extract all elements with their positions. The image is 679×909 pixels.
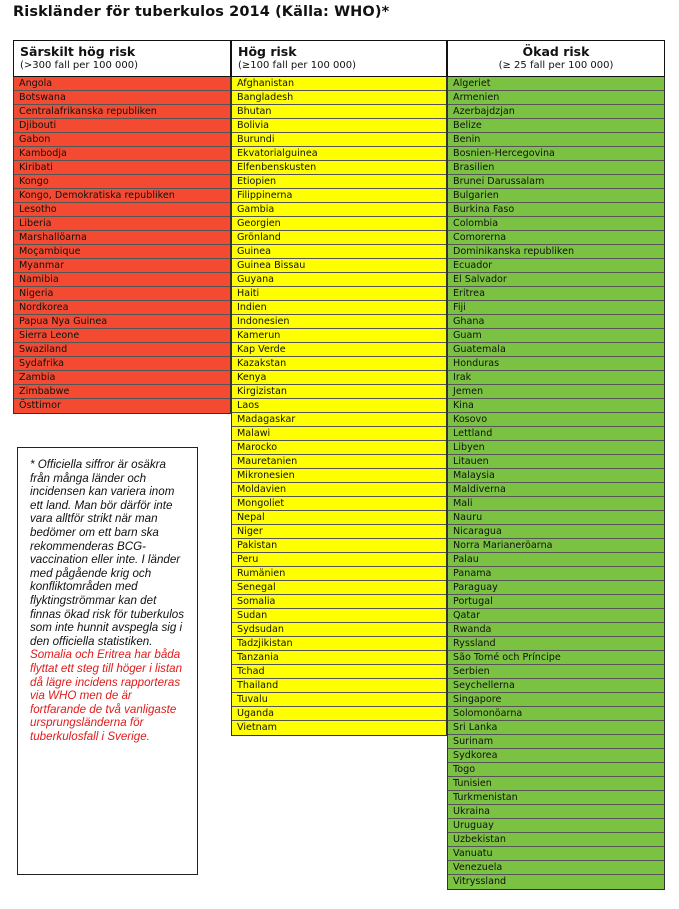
country-row: Litauen <box>448 455 664 469</box>
country-list <box>447 77 665 890</box>
country-row: Nauru <box>448 511 664 525</box>
country-row: São Tomé och Príncipe <box>448 651 664 665</box>
country-row: Mongoliet <box>232 497 446 511</box>
country-row: Ekvatorialguinea <box>232 147 446 161</box>
footnote-box <box>17 447 198 875</box>
country-row: Nicaragua <box>448 525 664 539</box>
country-row: Venezuela <box>448 861 664 875</box>
country-row: Botswana <box>14 91 230 105</box>
country-row: Paraguay <box>448 581 664 595</box>
country-row: Kazakstan <box>232 357 446 371</box>
country-row: Brunei Darussalam <box>448 175 664 189</box>
column-heading: Ökad risk <box>522 44 590 59</box>
country-row: Ghana <box>448 315 664 329</box>
country-row: Sydsudan <box>232 623 446 637</box>
country-row: Vitryssland <box>453 876 507 887</box>
column-heading: Särskilt hög risk <box>20 44 136 59</box>
country-row: Sri Lanka <box>448 721 664 735</box>
country-row: Djibouti <box>14 119 230 133</box>
country-row: Guatemala <box>448 343 664 357</box>
country-row: Kongo <box>14 175 230 189</box>
country-row: Maldiverna <box>448 483 664 497</box>
country-row: Burundi <box>232 133 446 147</box>
country-row: Ukraina <box>448 805 664 819</box>
country-row: Somalia <box>232 595 446 609</box>
country-row: Norra Marianeröarna <box>448 539 664 553</box>
country-row: Tadzjikistan <box>232 637 446 651</box>
column-heading: Hög risk <box>238 44 297 59</box>
country-row: Malawi <box>232 427 446 441</box>
country-row: Tuvalu <box>232 693 446 707</box>
country-row: Grönland <box>232 231 446 245</box>
country-row: Colombia <box>448 217 664 231</box>
country-row: Rwanda <box>448 623 664 637</box>
country-row: Ryssland <box>448 637 664 651</box>
country-row: Kirgizistan <box>232 385 446 399</box>
country-row: Guam <box>448 329 664 343</box>
country-list <box>231 77 447 736</box>
country-row: Gambia <box>232 203 446 217</box>
country-row: Guyana <box>232 273 446 287</box>
country-row: Panama <box>448 567 664 581</box>
column-particularly-high-risk <box>13 40 231 414</box>
country-row: Bulgarien <box>448 189 664 203</box>
country-row: Rumänien <box>232 567 446 581</box>
country-row: Georgien <box>232 217 446 231</box>
country-row: Comorerna <box>448 231 664 245</box>
country-row: Malaysia <box>448 469 664 483</box>
country-row: Bosnien-Hercegovina <box>448 147 664 161</box>
country-row: Surinam <box>448 735 664 749</box>
country-row: Angola <box>14 77 230 91</box>
column-subheading: (≥ 25 fall per 100 000) <box>498 60 614 71</box>
footnote-text: * Officiella siffror är osäkra från många länder och incidensen kan variera inom ett land. Man bör därför inte vara alltför strikt när man bedömer om ett barn ska rekommenderas BCG-vaccination eller inte. I länder med pågående krig och konfliktområden med flyktingströmmar kan det finnas ökad risk för tuberkulos som inte hunnit avspegla sig i den officiella statistiken. <box>30 458 185 648</box>
column-high-risk <box>231 40 447 736</box>
column-increased-risk <box>447 40 665 890</box>
country-row: Mali <box>448 497 664 511</box>
country-row: Tchad <box>232 665 446 679</box>
country-row: Mauretanien <box>232 455 446 469</box>
country-row: Nordkorea <box>14 301 230 315</box>
footnote-highlight: Somalia och Eritrea har båda flyttat ett steg till höger i listan då lägre incidens rapporteras via WHO men de är fortfarande de två vanligaste ursprungsländerna för tuberkulosfall i Sverige. <box>30 648 183 743</box>
country-row: Dominikanska republiken <box>448 245 664 259</box>
country-row: Kongo, Demokratiska republiken <box>14 189 230 203</box>
country-row: Palau <box>448 553 664 567</box>
country-row: Kambodja <box>14 147 230 161</box>
country-row: Marshallöarna <box>14 231 230 245</box>
country-row: Indonesien <box>232 315 446 329</box>
country-row: Belize <box>448 119 664 133</box>
country-row: Marocko <box>232 441 446 455</box>
column-header <box>447 40 665 77</box>
country-row: Brasilien <box>448 161 664 175</box>
country-row: Elfenbenskusten <box>232 161 446 175</box>
country-row: Peru <box>232 553 446 567</box>
country-row: Vanuatu <box>448 847 664 861</box>
country-row: Gabon <box>14 133 230 147</box>
country-row: Mikronesien <box>232 469 446 483</box>
country-row: Namibia <box>14 273 230 287</box>
country-row: Algeriet <box>448 77 664 91</box>
country-row: Vietnam <box>237 722 277 733</box>
country-row: Zambia <box>14 371 230 385</box>
column-subheading: (>300 fall per 100 000) <box>20 60 138 71</box>
country-row: Liberia <box>14 217 230 231</box>
country-row: Lettland <box>448 427 664 441</box>
country-row: Bhutan <box>232 105 446 119</box>
country-list <box>13 77 231 414</box>
country-row: Laos <box>232 399 446 413</box>
country-row: Afghanistan <box>232 77 446 91</box>
country-row: Zimbabwe <box>14 385 230 399</box>
country-row: Togo <box>448 763 664 777</box>
country-row: Burkina Faso <box>448 203 664 217</box>
country-row: Solomonöarna <box>448 707 664 721</box>
country-row: Uganda <box>232 707 446 721</box>
country-row: Sydafrika <box>14 357 230 371</box>
country-row: Serbien <box>448 665 664 679</box>
country-row: Guinea Bissau <box>232 259 446 273</box>
country-row: Kamerun <box>232 329 446 343</box>
country-row: Madagaskar <box>232 413 446 427</box>
country-row: Benin <box>448 133 664 147</box>
country-row: Turkmenistan <box>448 791 664 805</box>
country-row: Niger <box>232 525 446 539</box>
country-row: Tanzania <box>232 651 446 665</box>
country-row: El Salvador <box>448 273 664 287</box>
country-row: Senegal <box>232 581 446 595</box>
country-row: Portugal <box>448 595 664 609</box>
country-row: Kosovo <box>448 413 664 427</box>
country-row: Qatar <box>448 609 664 623</box>
page-title: Riskländer för tuberkulos 2014 (Källa: WHO)* <box>13 4 390 20</box>
country-row: Kap Verde <box>232 343 446 357</box>
column-header <box>231 40 447 77</box>
country-row: Bolivia <box>232 119 446 133</box>
country-row: Kenya <box>232 371 446 385</box>
country-row: Armenien <box>448 91 664 105</box>
country-row: Seychellerna <box>448 679 664 693</box>
country-row: Indien <box>232 301 446 315</box>
country-row: Etiopien <box>232 175 446 189</box>
column-header <box>13 40 231 77</box>
column-subheading: (≥100 fall per 100 000) <box>238 60 356 71</box>
country-row: Bangladesh <box>232 91 446 105</box>
country-row: Uruguay <box>448 819 664 833</box>
country-row: Honduras <box>448 357 664 371</box>
country-row: Singapore <box>448 693 664 707</box>
country-row: Lesotho <box>14 203 230 217</box>
country-row: Irak <box>448 371 664 385</box>
country-row: Kiribati <box>14 161 230 175</box>
country-row: Kina <box>448 399 664 413</box>
country-row: Guinea <box>232 245 446 259</box>
country-row: Azerbajdzjan <box>448 105 664 119</box>
country-row: Eritrea <box>448 287 664 301</box>
country-row: Centralafrikanska republiken <box>14 105 230 119</box>
country-row: Pakistan <box>232 539 446 553</box>
country-row: Haiti <box>232 287 446 301</box>
country-row: Moldavien <box>232 483 446 497</box>
country-row: Swaziland <box>14 343 230 357</box>
country-row: Filippinerna <box>232 189 446 203</box>
country-row: Libyen <box>448 441 664 455</box>
country-row: Thailand <box>232 679 446 693</box>
country-row: Sierra Leone <box>14 329 230 343</box>
country-row: Fiji <box>448 301 664 315</box>
country-row: Nepal <box>232 511 446 525</box>
country-row: Sydkorea <box>448 749 664 763</box>
country-row: Ecuador <box>448 259 664 273</box>
country-row: Östtimor <box>19 400 61 411</box>
country-row: Myanmar <box>14 259 230 273</box>
country-row: Papua Nya Guinea <box>14 315 230 329</box>
country-row: Tunisien <box>448 777 664 791</box>
country-row: Jemen <box>448 385 664 399</box>
country-row: Moçambique <box>14 245 230 259</box>
country-row: Sudan <box>232 609 446 623</box>
country-row: Uzbekistan <box>448 833 664 847</box>
country-row: Nigeria <box>14 287 230 301</box>
